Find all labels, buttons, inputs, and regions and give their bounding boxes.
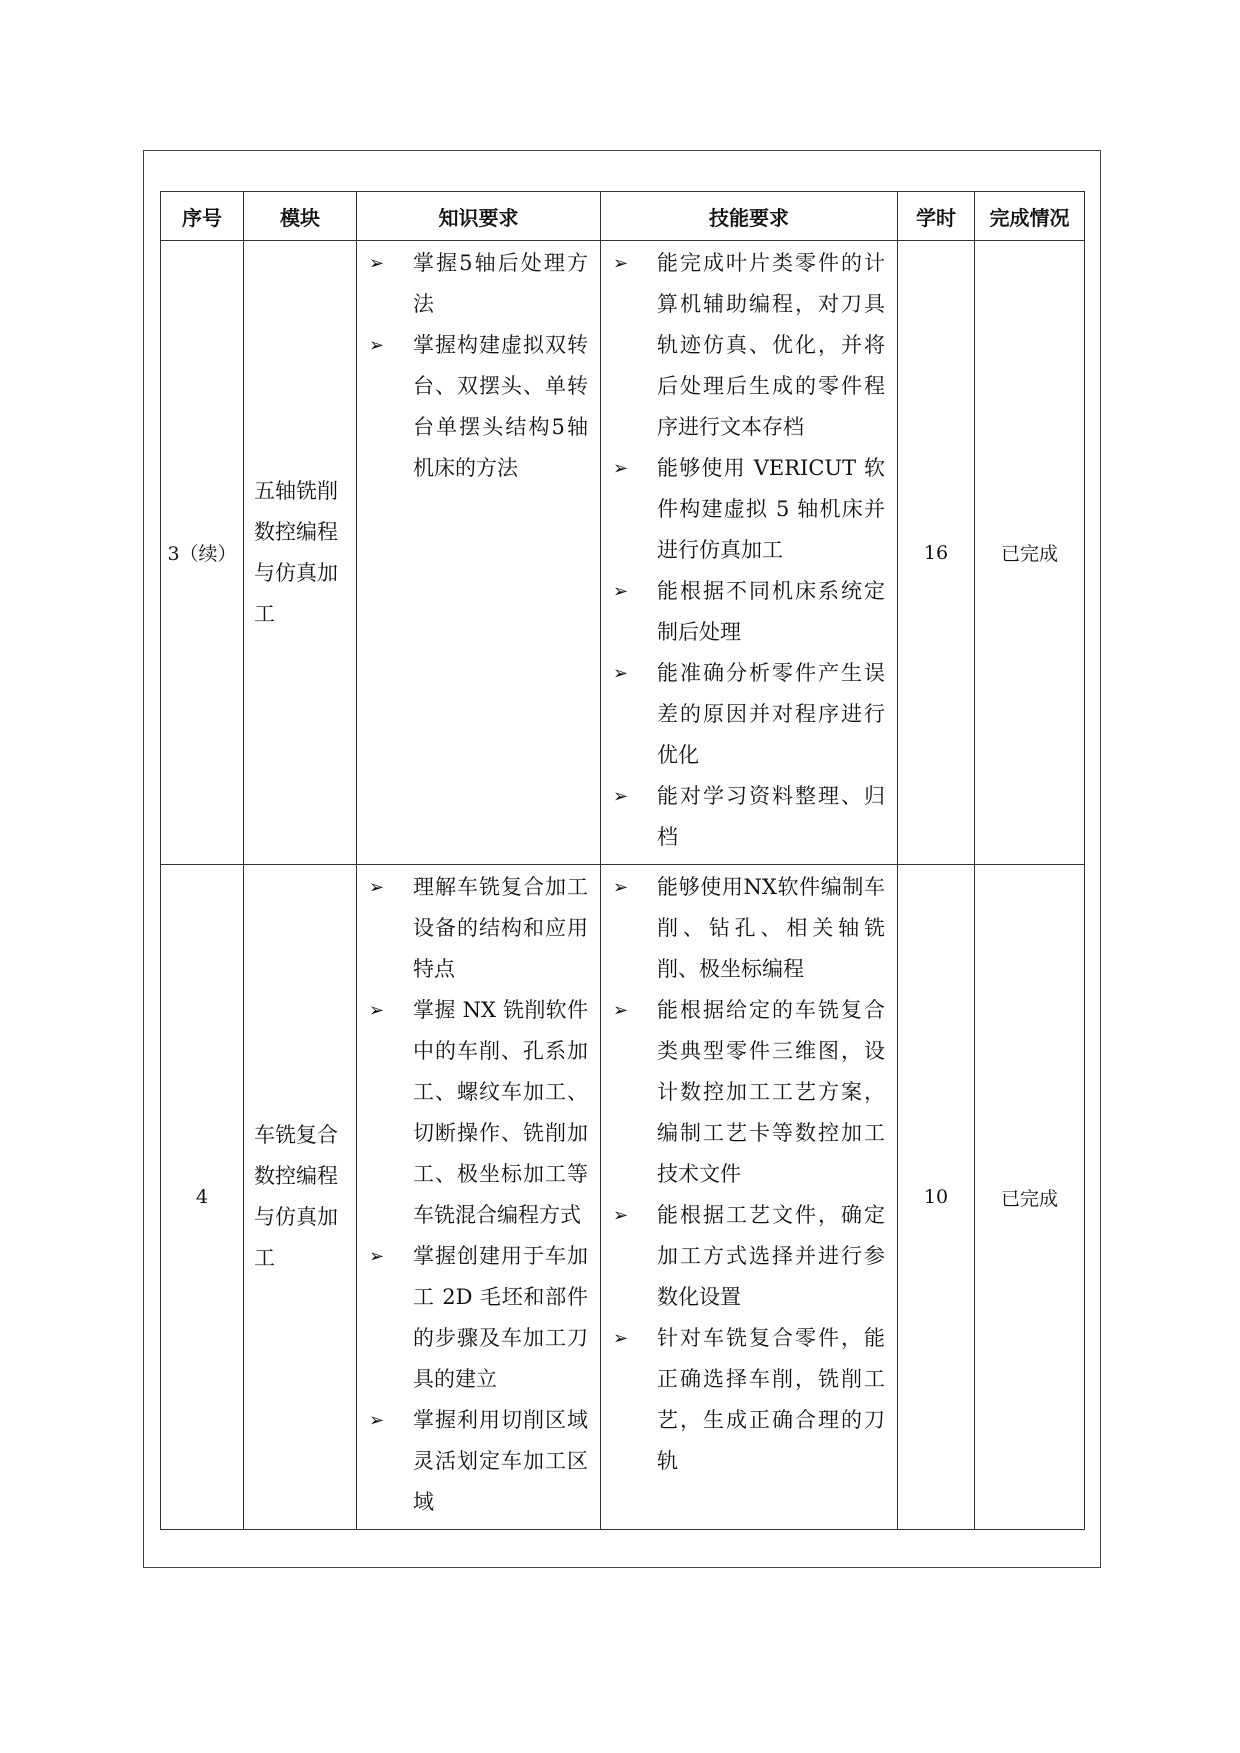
- skill-text: 能根据不同机床系统定制后处理: [657, 579, 885, 644]
- skill-text: 能够使用 VERICUT 软件构建虚拟 5 轴机床并进行仿真加工: [657, 456, 885, 562]
- arrow-bullet-icon: ➢: [369, 1246, 385, 1267]
- list-item: [609, 1318, 885, 1482]
- arrow-bullet-icon: ➢: [369, 253, 385, 274]
- list-item: [365, 1236, 588, 1400]
- knowledge-cell: [357, 241, 601, 865]
- arrow-bullet-icon: ➢: [369, 1410, 385, 1431]
- knowledge-text: 掌握构建虚拟双转台、双摆头、单转台单摆头结构5轴机床的方法: [413, 333, 588, 480]
- row-module: 车铣复合数控编程与仿真加工: [244, 865, 357, 1530]
- skill-text: 能准确分析零件产生误差的原因并对程序进行优化: [657, 661, 885, 767]
- knowledge-text: 掌握利用切削区域灵活划定车加工区域: [413, 1408, 588, 1514]
- arrow-bullet-icon: ➢: [613, 786, 629, 807]
- skill-text: 能够使用NX软件编制车削、钻孔、相关轴铣削、极坐标编程: [657, 875, 885, 981]
- arrow-bullet-icon: ➢: [369, 335, 385, 356]
- row-no: 4: [161, 865, 244, 1530]
- arrow-bullet-icon: ➢: [369, 877, 385, 898]
- arrow-bullet-icon: ➢: [613, 253, 629, 274]
- arrow-bullet-icon: ➢: [369, 1000, 385, 1021]
- skill-list: [609, 243, 885, 858]
- list-item: [609, 243, 885, 448]
- skill-cell: [601, 241, 898, 865]
- skill-text: 能对学习资料整理、归档: [657, 784, 885, 849]
- row-module: 五轴铣削数控编程与仿真加工: [244, 241, 357, 865]
- header-skill: 技能要求: [601, 192, 898, 241]
- knowledge-cell: [357, 865, 601, 1530]
- list-item: [609, 990, 885, 1195]
- table-row: [161, 865, 1085, 1530]
- knowledge-text: 掌握创建用于车加工 2D 毛坯和部件的步骤及车加工刀具的建立: [413, 1244, 588, 1391]
- skill-text: 针对车铣复合零件，能正确选择车削，铣削工艺，生成正确合理的刀轨: [657, 1326, 885, 1473]
- skill-cell: [601, 865, 898, 1530]
- skill-text: 能根据给定的车铣复合类典型零件三维图，设计数控加工工艺方案，编制工艺卡等数控加工技术文件: [657, 998, 885, 1186]
- list-item: [365, 867, 588, 990]
- skill-text: 能完成叶片类零件的计算机辅助编程，对刀具轨迹仿真、优化，并将后处理后生成的零件程序进行文本存档: [657, 251, 885, 439]
- list-item: [609, 776, 885, 858]
- arrow-bullet-icon: ➢: [613, 1000, 629, 1021]
- list-item: [609, 1195, 885, 1318]
- list-item: [609, 571, 885, 653]
- list-item: [365, 325, 588, 489]
- skill-list: [609, 867, 885, 1482]
- arrow-bullet-icon: ➢: [613, 1205, 629, 1226]
- knowledge-text: 掌握5轴后处理方法: [413, 251, 588, 316]
- list-item: [365, 243, 588, 325]
- arrow-bullet-icon: ➢: [613, 1328, 629, 1349]
- knowledge-list: [365, 867, 588, 1523]
- list-item: [609, 653, 885, 776]
- table-header-row: [161, 192, 1085, 241]
- header-status: 完成情况: [975, 192, 1085, 241]
- list-item: [365, 1400, 588, 1523]
- table-row: [161, 241, 1085, 865]
- arrow-bullet-icon: ➢: [613, 663, 629, 684]
- knowledge-list: [365, 243, 588, 489]
- skill-text: 能根据工艺文件，确定加工方式选择并进行参数化设置: [657, 1203, 885, 1309]
- list-item: [365, 990, 588, 1236]
- row-hours: 10: [898, 865, 975, 1530]
- arrow-bullet-icon: ➢: [613, 458, 629, 479]
- arrow-bullet-icon: ➢: [613, 877, 629, 898]
- header-knowledge: 知识要求: [357, 192, 601, 241]
- curriculum-table: [160, 191, 1085, 1530]
- row-status: 已完成: [975, 865, 1085, 1530]
- arrow-bullet-icon: ➢: [613, 581, 629, 602]
- knowledge-text: 掌握 NX 铣削软件中的车削、孔系加工、螺纹车加工、切断操作、铣削加工、极坐标加工等车铣混合编程方式: [413, 998, 588, 1227]
- row-no: 3（续）: [161, 241, 244, 865]
- header-hours: 学时: [898, 192, 975, 241]
- row-status: 已完成: [975, 241, 1085, 865]
- knowledge-text: 理解车铣复合加工设备的结构和应用特点: [413, 875, 588, 981]
- list-item: [609, 867, 885, 990]
- header-no: 序号: [161, 192, 244, 241]
- row-hours: 16: [898, 241, 975, 865]
- header-module: 模块: [244, 192, 357, 241]
- list-item: [609, 448, 885, 571]
